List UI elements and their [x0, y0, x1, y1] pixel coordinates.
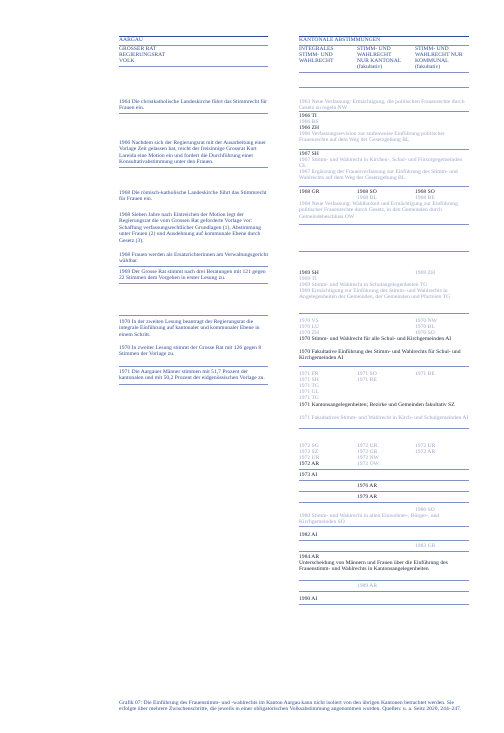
rule-1984	[299, 580, 469, 581]
entry-1969-tg-schul: 1969 Stimm- und Wahlrecht in Schulangelegenheiten TG	[299, 282, 428, 288]
rule-1982	[299, 540, 469, 541]
col2-line-4: (fakultativ)	[357, 64, 383, 70]
rule-1980	[299, 526, 469, 527]
entry-1979-ar: 1979 AR	[357, 494, 378, 500]
rule-1963	[299, 111, 469, 112]
figure-caption: Grafik 07: Die Einführung des Frauenstimm- und -wahlrechts im Kanton Aargau kann nicht isoliert von den übrigen Kantonen betrachtet werden. Sie erfolgte über mehrere Zwischenschritte, die jeweils in einer obligatorischen Volksabstimmung angenommen wurden. Quellen: u. a. Seitz 2020, 244–247.	[119, 700, 462, 713]
rule-1983	[299, 551, 469, 552]
entry-1968-so-komm: 1968 SO	[415, 189, 435, 195]
rule-note-1966	[119, 167, 268, 168]
entry-1970-bl: 1970 BL	[415, 324, 435, 330]
entry-1967-sh: 1967 SH	[299, 151, 319, 157]
rule-1969	[299, 313, 469, 314]
entry-1972-nw: 1972 NW	[357, 455, 379, 461]
col1-line-1: INTEGRALES	[299, 46, 334, 52]
entry-1971-sh: 1971 SH	[299, 377, 319, 383]
entry-1972-sg: 1972 SG	[299, 443, 319, 449]
note-1964: 1964 Die christkatholische Landeskirche führt das Stimmrecht für Frauen ein.	[119, 99, 268, 112]
entry-1980-so-gemeinden: 1980 Stimm- und Wahlrecht in allen Einwohner-, Bürger-, und Kirchgemeinden SO	[299, 513, 440, 526]
rule-1970	[299, 366, 469, 367]
entry-1966-ti: 1966 TI	[299, 113, 317, 119]
col2-line-2: WAHLRECHT	[357, 52, 392, 58]
col2-line-3: NUR KANTONAL	[357, 58, 402, 64]
rule-before-1970	[119, 315, 268, 316]
col1-line-2: STIMM- UND	[299, 52, 333, 58]
entry-1970-vs: 1970 VS	[299, 318, 319, 324]
note-1966: 1966 Nachdem sich der Regierungsrat mit der Ausarbeitung einer Vorlage Zeit gelassen hat, reicht der freisinnige Grossrat Kurt Lareida eine Motion ein und fordert die Durchführung einer Konsultativabstimmung unter den Frauen.	[119, 140, 266, 166]
left-sub-2: REGIERUNGSRAT	[119, 52, 165, 58]
entry-1972-gr: 1972 GR	[357, 449, 378, 455]
rule-1966	[299, 149, 469, 150]
entry-1967-gl: 1967 Stimm- und Wahlrecht in Kirchen-, Schul- und Fürsorgegemeinden GL	[299, 157, 463, 170]
entry-1971-be: 1971 BE	[357, 377, 377, 383]
entry-1971-ai: 1971 Fakultatives Stimm- und Wahlrecht in Kirch- und Schulgemeinden AI	[299, 415, 469, 421]
entry-1983-gr: 1983 GR	[415, 543, 436, 549]
entry-1971-gl: 1971 GL	[299, 389, 320, 395]
entry-1966-bl: 1966 Verfassungsrevision zur stufenweise Einführung politischer Frauenrechte auf dem Weg der Gesetzgebung BL	[299, 131, 445, 144]
rule-1971	[299, 428, 469, 429]
note-1969: 1969 Der Grosse Rat stimmt nach drei Beratungen mit 121 gegen 22 Stimmen dem Vorgehen in erster Lesung zu.	[119, 269, 266, 282]
entry-1966-bs: 1966 BS	[299, 119, 319, 125]
note-1968-richter: 1968 Frauen werden als Ersatzrichterinnen am Verwaltungsgericht wählbar.	[119, 252, 269, 265]
col3-line-4: (fakultativ)	[415, 64, 441, 70]
entry-1970-zh: 1970 ZH	[299, 330, 320, 336]
entry-1971-so: 1971 SO	[357, 371, 377, 377]
col1-line-3: WAHLRECHT	[299, 58, 334, 64]
left-header: AARGAU	[119, 37, 143, 43]
entry-1976-ar: 1976 AR	[357, 483, 378, 489]
entry-1972-ur-kant: 1972 UR	[357, 443, 378, 449]
entry-1972-ar: 1972 AR	[299, 461, 320, 467]
entry-1980-so: 1980 SO	[415, 507, 435, 513]
entry-1969-sh: 1969 SH	[299, 270, 319, 276]
entry-1968-bl: 1968 BL	[357, 195, 377, 201]
entry-1968-be: 1968 BE	[415, 195, 435, 201]
rule-1976	[299, 491, 469, 492]
entry-1970-so: 1970 SO	[415, 330, 435, 336]
note-1970-antrag: 1970 In der zweiten Lesung beantragt der Regierungsrat die integrale Einführung auf kantonaler und kommunaler Ebene in einem Schritt.	[119, 319, 260, 338]
note-1971: 1971 Die Aargauer Männer stimmen mit 51,7 Prozent der kantonalen und mit 50,2 Prozent der eidgenössischen Vorlage zu.	[119, 369, 265, 382]
entry-1989-ar: 1989 AR	[357, 583, 378, 589]
entry-1971-tg-2: 1971 TG	[299, 395, 319, 401]
entry-1971-be-komm: 1971 BE	[415, 371, 435, 377]
rule-1968	[299, 224, 469, 225]
entry-1984-beschreibung: Unterscheidung von Männern und Frauen über die Einführung des Frauenstimm- und Wahlrechts in Kantonsangelegenheiten	[299, 560, 448, 573]
rule-note-1971	[119, 384, 268, 385]
entry-1969-ti: 1969 TI	[299, 276, 317, 282]
entry-1972-ar-komm: 1972 AR	[415, 449, 436, 455]
rule-note-1969	[119, 283, 268, 284]
note-1968-vorlage: 1968 Sieben Jahre nach Eintreichen der Motion legt der Regierungsrat die vom Grossen Rat geforderte Vorlage vor: Schaffung verfassungsrechtlicher Grundlagen (1), Abstimmung unter Frauen (2) und Ausdehnung auf kommunale Ebene durch Gesetz (3).	[119, 212, 262, 244]
col3-line-2: WAHLRECHT NUR	[415, 52, 463, 58]
note-1968-kirche: 1968 Die römisch-katholische Landeskirche führt das Stimmrecht für Frauen ein.	[119, 190, 267, 203]
right-header: KANTONALE ABSTIMMUNGEN	[299, 37, 381, 43]
entry-1968-so-kant: 1968 SO	[357, 189, 377, 195]
rule-note-1968	[119, 266, 268, 267]
rule-1972	[299, 469, 469, 470]
entry-1990-ai: 1990 AI	[299, 596, 318, 602]
entry-1969-tg-ermaecht: 1969 Ermächtigung zur Einführung des Stimm- und Wahlrechts in Angelegenheiten der Gemeinden, der Gemeinden und Pfarreien TG	[299, 288, 451, 301]
rule-1973	[299, 480, 469, 481]
rule-gap-1	[299, 251, 469, 252]
entry-1970-ai-fakultativ: 1970 Fakultative Einführung des Stimm- und Wahlrechts für Schul- und Kirchgemeinden AI	[299, 349, 461, 362]
left-sub-rule	[119, 66, 268, 67]
col3-line-3: KOMMUNAL	[415, 58, 449, 64]
entry-1982-ai: 1982 AI	[299, 532, 318, 538]
entry-1970-nw: 1970 NW	[415, 318, 437, 324]
entry-1972-ow: 1972 OW	[357, 461, 379, 467]
entry-1967-bl: 1967 Ergänzung der Frauenverfassung zur Einführung des Stimm- und Wahlrechts auf dem Weg der Gesetzgebung BL	[299, 169, 458, 182]
rule-note-1964	[119, 113, 268, 114]
entry-1971-tg: 1971 TG	[299, 383, 319, 389]
rule-1990	[299, 604, 469, 605]
entry-1970-ai-alle: 1970 Stimm- und Wahlrecht für alle Schul- und Kirchgemeinden AI	[299, 336, 452, 342]
rule-1989	[299, 591, 469, 592]
col3-line-1: STIMM- UND	[415, 46, 449, 52]
entry-1968-gr: 1968 GR	[299, 189, 320, 195]
rule-1967	[299, 186, 469, 187]
entry-1971-sz: 1971 Kantonsangelegenheiten; Bezirke und Gemeinden fakultativ SZ	[299, 402, 455, 408]
entry-1968-ow: 1968 Neue Verfassung: Wahlbarkeit und Ermächtigung zur Einführung politischer Frauenrechte durch Gesetz, in den Gemeinden durch Gemeindebeschluss OW	[299, 201, 458, 220]
rule-row-a	[299, 87, 469, 88]
rule-note-1970	[119, 366, 268, 367]
entry-1971-fr: 1971 FR	[299, 371, 319, 377]
entry-1972-ur: 1972 UR	[299, 455, 320, 461]
rule-1979	[299, 502, 469, 503]
entry-1972-ur-komm: 1972 UR	[415, 443, 436, 449]
entry-1972-sz: 1972 SZ	[299, 449, 319, 455]
left-sub-1: GROSSER RAT	[119, 46, 157, 52]
entry-1963: 1963 Neue Verfassung: Ermächtigung, die politischen Frauenrechte durch Gesetz zu regeln NW	[299, 99, 465, 112]
col-header-rule	[299, 72, 469, 73]
entry-1969-zh: 1969 ZH	[415, 270, 436, 276]
col2-line-1: STIMM- UND	[357, 46, 391, 52]
entry-1984-ar: 1984 AR	[299, 554, 320, 560]
left-sub-3: VOLK	[119, 58, 135, 64]
entry-1973-ai: 1973 AI	[299, 472, 318, 478]
entry-1966-zh: 1966 ZH	[299, 125, 320, 131]
note-1970-lesung: 1970 In zweiter Lesung stimmt der Grosse Rat mit 126 gegen 8 Stimmen der Vorlage zu.	[119, 345, 262, 358]
entry-1970-lu: 1970 LU	[299, 324, 320, 330]
